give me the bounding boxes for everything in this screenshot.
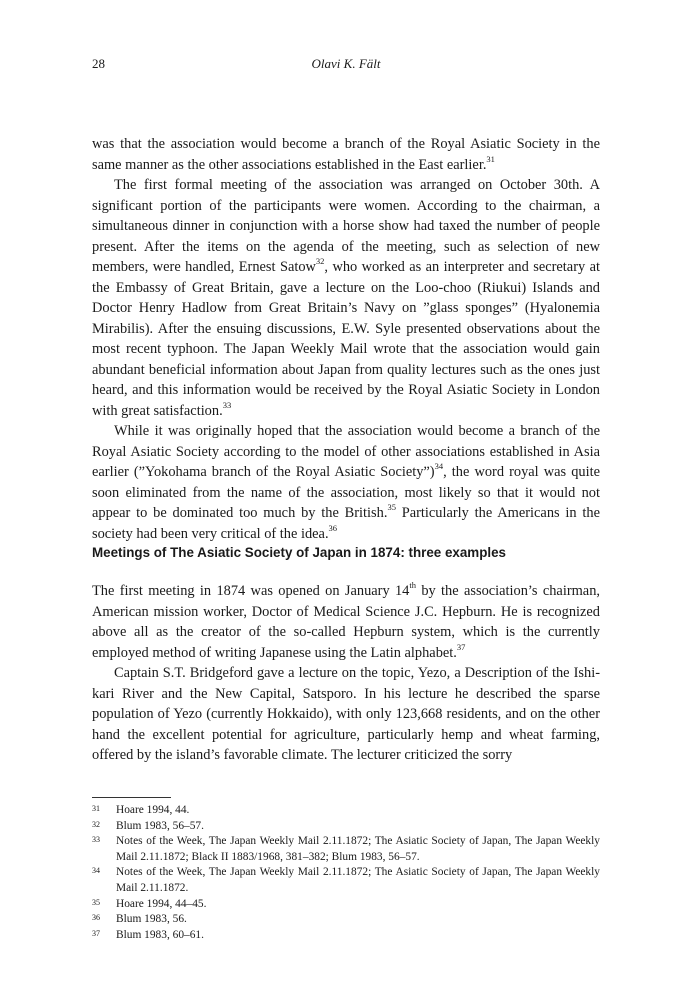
footnote-text: Notes of the Week, The Japan Weekly Mail 2.11.1872; The Asiatic Society of Japan, The Japan Weekly Mail 2.11.1872; Black II 1883/1968, 381–382; Blum 1983, 56–57. <box>116 835 600 863</box>
body-text-section-2 <box>92 581 600 766</box>
footnote <box>92 819 600 835</box>
footnote-text: Blum 1983, 60–61. <box>116 928 204 941</box>
footnote-text: Blum 1983, 56. <box>116 913 187 926</box>
footnotes-list <box>92 803 600 943</box>
section-heading: Meetings of The Asiatic Society of Japan in 1874: three examples <box>92 545 507 560</box>
running-head <box>92 56 600 76</box>
footnote-number: 33 <box>92 835 100 845</box>
footnote <box>92 865 600 896</box>
footnote-divider <box>92 797 171 798</box>
footnote-ref[interactable]: 37 <box>456 641 466 652</box>
footnote <box>92 834 600 865</box>
footnote-ref[interactable]: 32 <box>315 256 325 267</box>
footnote-number: 37 <box>92 928 100 938</box>
paragraph: The first meeting in 1874 was opened on January 14th by the association’s chairman, American mission worker, Doctor of Medical Science J.C. Hepburn. He is recognized above all as the creator of the so-called Hepburn system, which is the currently employed method of writing Japanese using the Latin alphabet.$^{37}$ <box>92 580 600 661</box>
footnote-number: 34 <box>92 866 100 876</box>
footnote <box>92 897 600 913</box>
paragraph: The first formal meeting of the association was arranged on October 30th. A significant portion of the participants were women. According to the chairman, a simultaneous dinner in conjunction with a horse show had taxed the number of people present. After the items on the agenda of the meeting, such as selection of new members, were handled, Ernest Satow$^{32}$, who worked as an interpreter and secretary at the Embassy of Great Britain, gave a lecture on the Loo-choo (Riukui) Islands and Doctor Henry Hadlow from Great Britain’s Navy on ”glass sponges” (Hyalonemia Mirabilis). After the ensuing discussions, E.W. Syle presented observations about the most recent typhoon. The Japan Weekly Mail wrote that the association would gain abundant beneficial information about Japan from quality lectures such as the ones just heard, and this information would be received by the Royal Asiatic Society in London with great satisfaction.$^{33}$ <box>92 177 600 419</box>
footnote <box>92 928 600 944</box>
footnote-number: 31 <box>92 804 100 813</box>
footnote-text: Hoare 1994, 44–45. <box>116 897 207 910</box>
footnote-text: Blum 1983, 56–57. <box>116 819 204 832</box>
footnote-text: Hoare 1994, 44. <box>116 804 190 816</box>
footnote-number: 35 <box>92 897 100 907</box>
paragraph: Captain S.T. Bridgeford gave a lecture on the topic, Yezo, a Description of the Ishi-kari River and the New Capital, Satsporo. In his lecture he described the sparse population of Yezo (currently Hokkaido), with only 123,668 residents, and on the other hand the excellent potential for agriculture, particularly hemp and wheat farming, offered by the island’s favorable climate. The lecturer criticized the sorry <box>92 665 600 763</box>
footnote-ref[interactable]: 35 <box>387 502 396 513</box>
footnote-ref[interactable]: 34 <box>434 461 444 472</box>
ordinal-suffix: th <box>409 580 416 591</box>
footnote-ref[interactable]: 31 <box>486 153 495 164</box>
footnote-text: Notes of the Week, The Japan Weekly Mail 2.11.1872; The Asiatic Society of Japan, The Japan Weekly Mail 2.11.1872. <box>116 866 600 894</box>
footnote-ref[interactable]: 33 <box>222 399 232 410</box>
footnote-number: 36 <box>92 913 100 923</box>
running-title: Olavi K. Fält <box>311 56 381 71</box>
page-number: 28 <box>92 56 105 71</box>
footnote <box>92 803 600 819</box>
paragraph: was that the association would become a branch of the Royal Asiatic Society in the same manner as the other associations established in the East earlier.$^{31}$ <box>92 136 600 173</box>
footnote-number: 32 <box>92 819 100 829</box>
paragraph: While it was originally hoped that the association would become a branch of the Royal Asiatic Society according to the model of other associations established in Asia earlier (”Yokohama branch of the Royal Asiatic Society”)$^{34}$, the word royal was quite soon eliminated from the name of the association, most likely so that it would not appear to be dominated too much by the British.$^{35}$ Particularly the Americans in the society had been very critical of the idea.$^{36}$ <box>92 423 600 542</box>
body-text-section-1 <box>92 134 600 544</box>
footnote <box>92 912 600 928</box>
footnote-ref[interactable]: 36 <box>328 522 338 533</box>
